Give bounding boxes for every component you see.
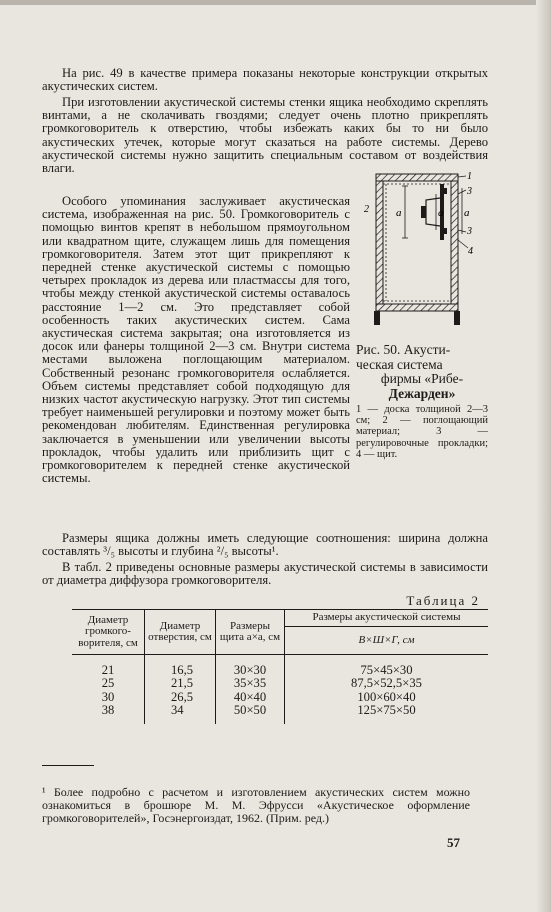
table-row [72,677,488,690]
cell-opening-diameter: 21,5 [145,677,216,690]
figure-caption [356,343,488,401]
header-system-size-units: В×Ш×Г, см [285,626,489,655]
figure-label-3-top: 3 [467,186,472,197]
cell-speaker-diameter: 38 [72,704,145,723]
cell-panel-size: 40×40 [216,691,285,704]
header-system-size: Размеры акустической системы [285,610,489,627]
figure-label-a-middle: a [438,207,444,219]
figure-label-4: 4 [468,246,473,257]
figure-label-a-right: a [464,207,470,219]
header-speaker-diameter: Диаметр громкого-ворителя, см [72,610,145,655]
cell-panel-size: 30×30 [216,655,285,678]
cell-system-size: 100×60×40 [285,691,489,704]
cell-speaker-diameter: 25 [72,677,145,690]
paragraph-5: В табл. 2 приведены основные размеры акустической системы в зависимости от диаметра диффузора громкоговорителя. [42,560,488,588]
figure-caption-line-4: Дежарден» [388,385,456,401]
header-opening-diameter: Диаметр отверстия, см [145,610,216,655]
figure-label-2: 2 [364,204,369,215]
dimensions-table [72,609,488,724]
paragraph-3: Особого упоминания заслуживает акустическая система, изображенная на рис. 50. Громкоговоритель с помощью винтов крепят в небольшом прямоугольном или квадратном щите, служащем лишь для помещения громкоговорителя. Затем этот щит прикрепляют к передней стенке акустической системы с помощью четырех прокладок из дерева или пластмассы для того, чтобы между стенкой акустической системы оставалось расстояние 1—2 см. Это представляет собой особенность таких акустических систем. Сама акустическая система закрытая; она изготовляется из досок или фанеры толщиной 2—3 см. Внутри система местами выложена поглощающим материалом. Собственный резонанс громкоговорителя ослабляется. Объем системы представляет собой подходящую для низких частот акустическую нагрузку. Этот тип системы требует наименьшей регулировки и поэтому может быть рекомендован любителям. Единственная регулировка заключается в уменьшении или увеличении высоты прокладок, чтобы удалить или приблизить щит с громкоговорителем к передней стенке акустической системы. [42,194,350,486]
cell-panel-size: 35×35 [216,677,285,690]
figure-label-1: 1 [467,171,472,182]
table-row [72,704,488,723]
paragraph-4: Размеры ящика должны иметь следующие соотношения: ширина должна составлять ³/₅ высоты и глубина ²/₅ высоты¹. [42,531,488,559]
cell-speaker-diameter: 21 [72,655,145,678]
page-number: 57 [447,835,460,850]
footnote: ¹ Более подробно с расчетом и изготовлением акустических систем можно ознакомиться в брошюре М. М. Эфрусси «Акустическое оформление громкоговорителей», Госэнергоиздат, 1962. (Прим. ред.) [42,785,470,826]
figure-label-3-bottom: 3 [467,226,472,237]
cell-opening-diameter: 16,5 [145,655,216,678]
table-row [72,691,488,704]
header-panel-size: Размеры щита a×a, см [216,610,285,655]
cell-opening-diameter: 26,5 [145,691,216,704]
figure-label-a-left: a [396,207,402,219]
figure-legend: 1 — доска толщиной 2—3 см; 2 — поглощающий материал; 3 — регулировочные прокладки; 4 — щит. [356,404,488,460]
loudspeaker-cabinet-diagram [358,168,488,333]
figure-caption-line-2: ческая система [356,356,443,372]
paragraph-2: При изготовлении акустической системы стенки ящика необходимо скреплять винтами, а не сколачивать гвоздями; следует очень плотно прикреплять громкоговоритель к отверстию, чтобы избежать каких бы то ни было акустических утечек, которые могут сказаться на работе системы. Дерево акустической системы нужно защитить специальным составом от воздействия влаги. [42,95,488,176]
figure-caption-line-1: Рис. 50. Акусти- [356,342,451,357]
footnote-divider [42,765,94,766]
cell-panel-size: 50×50 [216,704,285,723]
paragraph-1: На рис. 49 в качестве примера показаны некоторые конструкции открытых акустических систем. [42,66,488,94]
cell-speaker-diameter: 30 [72,691,145,704]
cell-opening-diameter: 34 [145,704,216,723]
cell-system-size: 75×45×30 [285,655,489,678]
cell-system-size: 87,5×52,5×35 [285,677,489,690]
table-caption: Таблица 2 [406,593,480,608]
table-row [72,655,488,678]
cell-system-size: 125×75×50 [285,704,489,723]
figure-caption-line-3: фирмы «Рибе- [380,371,464,386]
